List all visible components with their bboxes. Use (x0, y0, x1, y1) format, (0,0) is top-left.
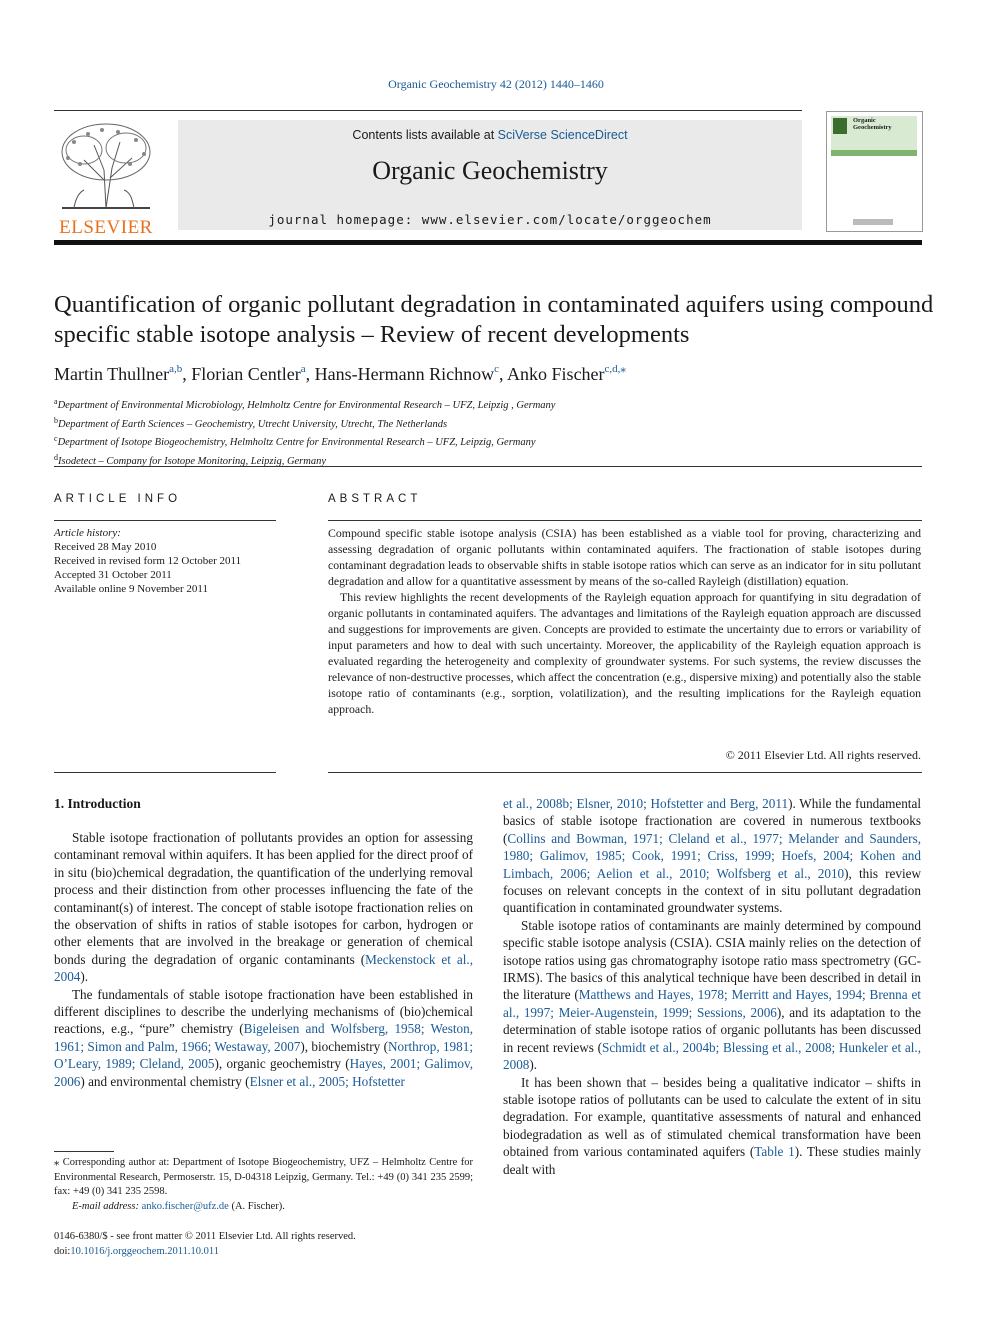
affiliation-c: $^c$Department of Isotope Biogeochemistry, Helmholtz Centre for Environmental Research – UFZ, Leipzig, Germany (54, 434, 536, 448)
abstract-rule (328, 520, 922, 521)
ref-group-geochemistry[interactable]: Hayes, 2001; Galimov, 2006 (54, 1056, 473, 1089)
article-info-rule (54, 520, 276, 521)
journal-title: Organic Geochemistry (372, 156, 608, 185)
journal-banner (178, 120, 802, 230)
author-email-link[interactable]: anko.fischer@ufz.de (141, 1200, 229, 1212)
affiliations (54, 395, 555, 469)
sciencedirect-link[interactable]: SciVerse ScienceDirect (497, 128, 628, 142)
journal-citation[interactable]: Organic Geochemistry 42 (2012) 1440–1460 (388, 77, 604, 91)
journal-homepage[interactable]: journal homepage: www.elsevier.com/locate/orggeochem (268, 212, 712, 227)
ref-group-chemistry[interactable]: Bigeleisen and Wolfsberg, 1958; Weston, 1961; Simon and Palm, 1966; Westaway, 2007 (54, 1021, 473, 1054)
intro-paragraph-2-continued: et al., 2008b; Elsner, 2010; Hofstetter and Berg, 2011). While the fundamental basics of stable isotope fractionation are covered in numerous textbooks (Collins and Bowman, 1971; Cleland et al., 1977; Melander and Saunders, 1980; Galimov, 1985; Cook, 1991; Criss, 1999; Hoefs, 2004; Kohen and Limbach, 2006; Aelion et al., 2010; Wolfsberg et al., 2010), this review focuses on relevant concepts in the context of in situ pollutant degradation quantification in contaminated groundwater systems. (503, 796, 921, 916)
author-thullner[interactable]: Martin Thullner$^{a,b}$ (54, 363, 183, 384)
article-info-bottom-rule (54, 772, 276, 773)
elsevier-logo (54, 120, 158, 238)
issn-line: 0146-6380/$ - see front matter © 2011 Elsevier Ltd. All rights reserved. (54, 1231, 356, 1242)
abstract-paragraph-1: Compound specific stable isotope analysis (CSIA) has been established as a viable tool for proving, characterizing and assessing degradation of organic pollutants within contaminated aquifers. The fractionation of stable isotopes during contaminant degradation leads to observable shifts in stable isotope ratios which can serve as an indicator for in situ pollutant degradation and allow for a quantitative assessment by means of the so-called Rayleigh (distillation) equation. (328, 526, 921, 588)
ref-group-gc-irms[interactable]: Matthews and Hayes, 1978; Merritt and Hayes, 1994; Brenna et al., 1997; Meier-Augenstein, 1999; Sessions, 2006 (503, 987, 921, 1020)
journal-cover-thumbnail (826, 111, 923, 232)
abstract-heading: ABSTRACT (328, 493, 422, 505)
history-accepted: Accepted 31 October 2011 (54, 569, 172, 581)
abstract-copyright: © 2011 Elsevier Ltd. All rights reserved. (725, 748, 921, 762)
ref-group-biochemistry[interactable]: Northrop, 1981; O’Leary, 1989; Cleland, 2005 (54, 1038, 473, 1072)
footnote-rule (54, 1151, 114, 1152)
doi-line: doi:10.1016/j.orggeochem.2011.10.011 (54, 1245, 219, 1257)
history-online: Available online 9 November 2011 (54, 583, 208, 595)
doi-link[interactable]: 10.1016/j.orggeochem.2011.10.011 (70, 1245, 219, 1257)
header-thick-rule (54, 240, 922, 245)
front-matter-info (54, 1230, 356, 1259)
intro-paragraph-2: The fundamentals of stable isotope fractionation have been established in different disciplines to describe the underlying mechanisms of (bio)chemical reactions, e.g., “pure” chemistry (Bigeleisen and Wolfsberg, 1958; Weston, 1961; Simon and Palm, 1966; Westaway, 2007), biochemistry (Northrop, 1981; O’Leary, 1989; Cleland, 2005), organic geochemistry (Hayes, 2001; Galimov, 2006) and environmental chemistry (Elsner et al., 2005; Hofstetter (54, 986, 473, 1089)
intro-paragraph-4: It has been shown that – besides being a qualitative indicator – shifts in stable isotope ratios of pollutants can be used to calculate the extent of in situ degradation. For example, quantitative assessments of natural and enhanced biodegradation as well as of stimulated chemical transformation have been obtained from various contaminated aquifers (Table 1). These studies mainly dealt with (503, 1074, 921, 1177)
affiliation-d: $^d$Isodetect – Company for Isotope Monitoring, Leipzig, Germany (54, 452, 327, 467)
abstract-body (328, 525, 921, 717)
body-column-right (503, 795, 921, 1178)
ref-meckenstock[interactable]: Meckenstock et al., 2004 (54, 951, 473, 985)
title-block-rule (54, 466, 922, 467)
intro-paragraph-3: Stable isotope ratios of contaminants are mainly determined by compound specific stable isotope analysis (CSIA). CSIA mainly relies on the detection of isotope ratios using gas chromatography isotope ratio mass spectrometry (GC-IRMS). The basics of this analytical technique have been described in detail in the literature (Matthews and Hayes, 1978; Merritt and Hayes, 1994; Brenna et al., 1997; Meier-Augenstein, 1999; Sessions, 2006), and its adaptation to the determination of stable isotope ratios of organic pollutants has been discussed in recent reviews (Schmidt et al., 2004b; Blessing et al., 2008; Hunkeler et al., 2008). (503, 917, 922, 1073)
ref-group-reviews[interactable]: Schmidt et al., 2004b; Blessing et al., 2008; Hunkeler et al., 2008 (503, 1039, 922, 1073)
header-rule (54, 110, 802, 111)
article-history: Article history: Received 28 May 2010 Received in revised form 12 October 2011 Accepted 31 October 2011 Available online 9 November 2011 (54, 527, 242, 595)
article-title: Quantification of organic pollutant degradation in contaminated aquifers using compound specific stable isotope analysis – Review of recent developments (54, 291, 934, 348)
ref-group-textbooks[interactable]: Collins and Bowman, 1971; Cleland et al., 1977; Melander and Saunders, 1980; Galimov, 1985; Cook, 1991; Criss, 1999; Hoefs, 2004; Kohen and Limbach, 2006; Aelion et al., 2010; Wolfsberg et al., 2010 (503, 830, 921, 881)
intro-paragraph-1: Stable isotope fractionation of pollutants provides an option for assessing contaminant removal within aquifers. It has been applied for the direct proof of in situ (bio)chemical degradation, the quantification of the underlying removal process and their distinction from other processes influencing the fate of the contaminant(s) of interest. The concept of stable isotope fractionation relies on the observation of shifts in ratios of stable isotopes for carbon, hydrogen or other elements that are involved in the breakage or generation of chemical bonds during the degradation of organic contaminants (Meckenstock et al., 2004). (54, 830, 473, 985)
author-centler[interactable]: Florian Centler$^a$ (191, 363, 306, 384)
history-received: Received 28 May 2010 (54, 541, 157, 553)
elsevier-wordmark: ELSEVIER (59, 217, 153, 238)
body-column-left (54, 829, 473, 1090)
author-richnow[interactable]: Hans-Hermann Richnow$^c$ (314, 363, 500, 384)
ref-table-1[interactable]: Table 1 (754, 1144, 795, 1160)
affiliation-b: $^b$Department of Earth Sciences – Geochemistry, Utrecht University, Utrecht, The Netherlands (54, 415, 448, 430)
cover-title: Organic Geochemistry (853, 117, 892, 131)
corresponding-author-footnote: ⁎ Corresponding author at: Department of Isotope Biogeochemistry, UFZ – Helmholtz Centre for Environmental Research, Permoserstr. 15, D-04318 Leipzig, Germany. Tel.: +49 (0) 341 235 2599; fax: +49 (0) 341 235 2598. E-mail address: anko.fischer@ufz.de (A. Fischer). (54, 1157, 473, 1212)
ref-group-environmental-cont[interactable]: et al., 2008b; Elsner, 2010; Hofstetter and Berg, 2011 (503, 796, 789, 811)
ref-group-environmental[interactable]: Elsner et al., 2005; Hofstetter (249, 1073, 405, 1089)
abstract-paragraph-2: This review highlights the recent developments of the Rayleigh equation approach for quantifying in situ degradation of organic pollutants in contaminated aquifers. The advantages and limitations of the Rayleigh equation approach are discussed and suggestions for improvements are given. Concepts are provided to estimate the uncertainty due to errors or variability of input parameters and how to deal with such uncertainty. Moreover, the applicability of the Rayleigh equation approach is evaluated regarding the heterogeneity and complexity of groundwater systems. For such systems, the review discusses the relevance of non-destructive processes, which affect the concentration (e.g., dispersive mixing) and potentially also the stable isotope ratio of contaminants (e.g., sorption, volatilization), and the resulting implications for the Rayleigh equation approach. (328, 590, 921, 716)
elsevier-tree-icon (54, 120, 158, 212)
abstract-bottom-rule (328, 772, 922, 773)
affiliation-a: $^a$Department of Environmental Microbiology, Helmholtz Centre for Environmental Research – UFZ, Leipzig , Germany (54, 397, 556, 411)
author-list: Martin Thullner$^{a,b}$, Florian Centler$^a$, Hans-Hermann Richnow$^c$, Anko Fischer$^{c,d,⁎}$ (54, 363, 626, 384)
author-fischer[interactable]: Anko Fischer$^{c,d,⁎}$ (507, 363, 626, 384)
contents-line: Contents lists available at SciVerse ScienceDirect (352, 128, 628, 142)
history-revised: Received in revised form 12 October 2011 (54, 555, 242, 567)
section-heading-introduction: 1. Introduction (54, 796, 141, 811)
article-info-heading: ARTICLE INFO (54, 493, 182, 505)
